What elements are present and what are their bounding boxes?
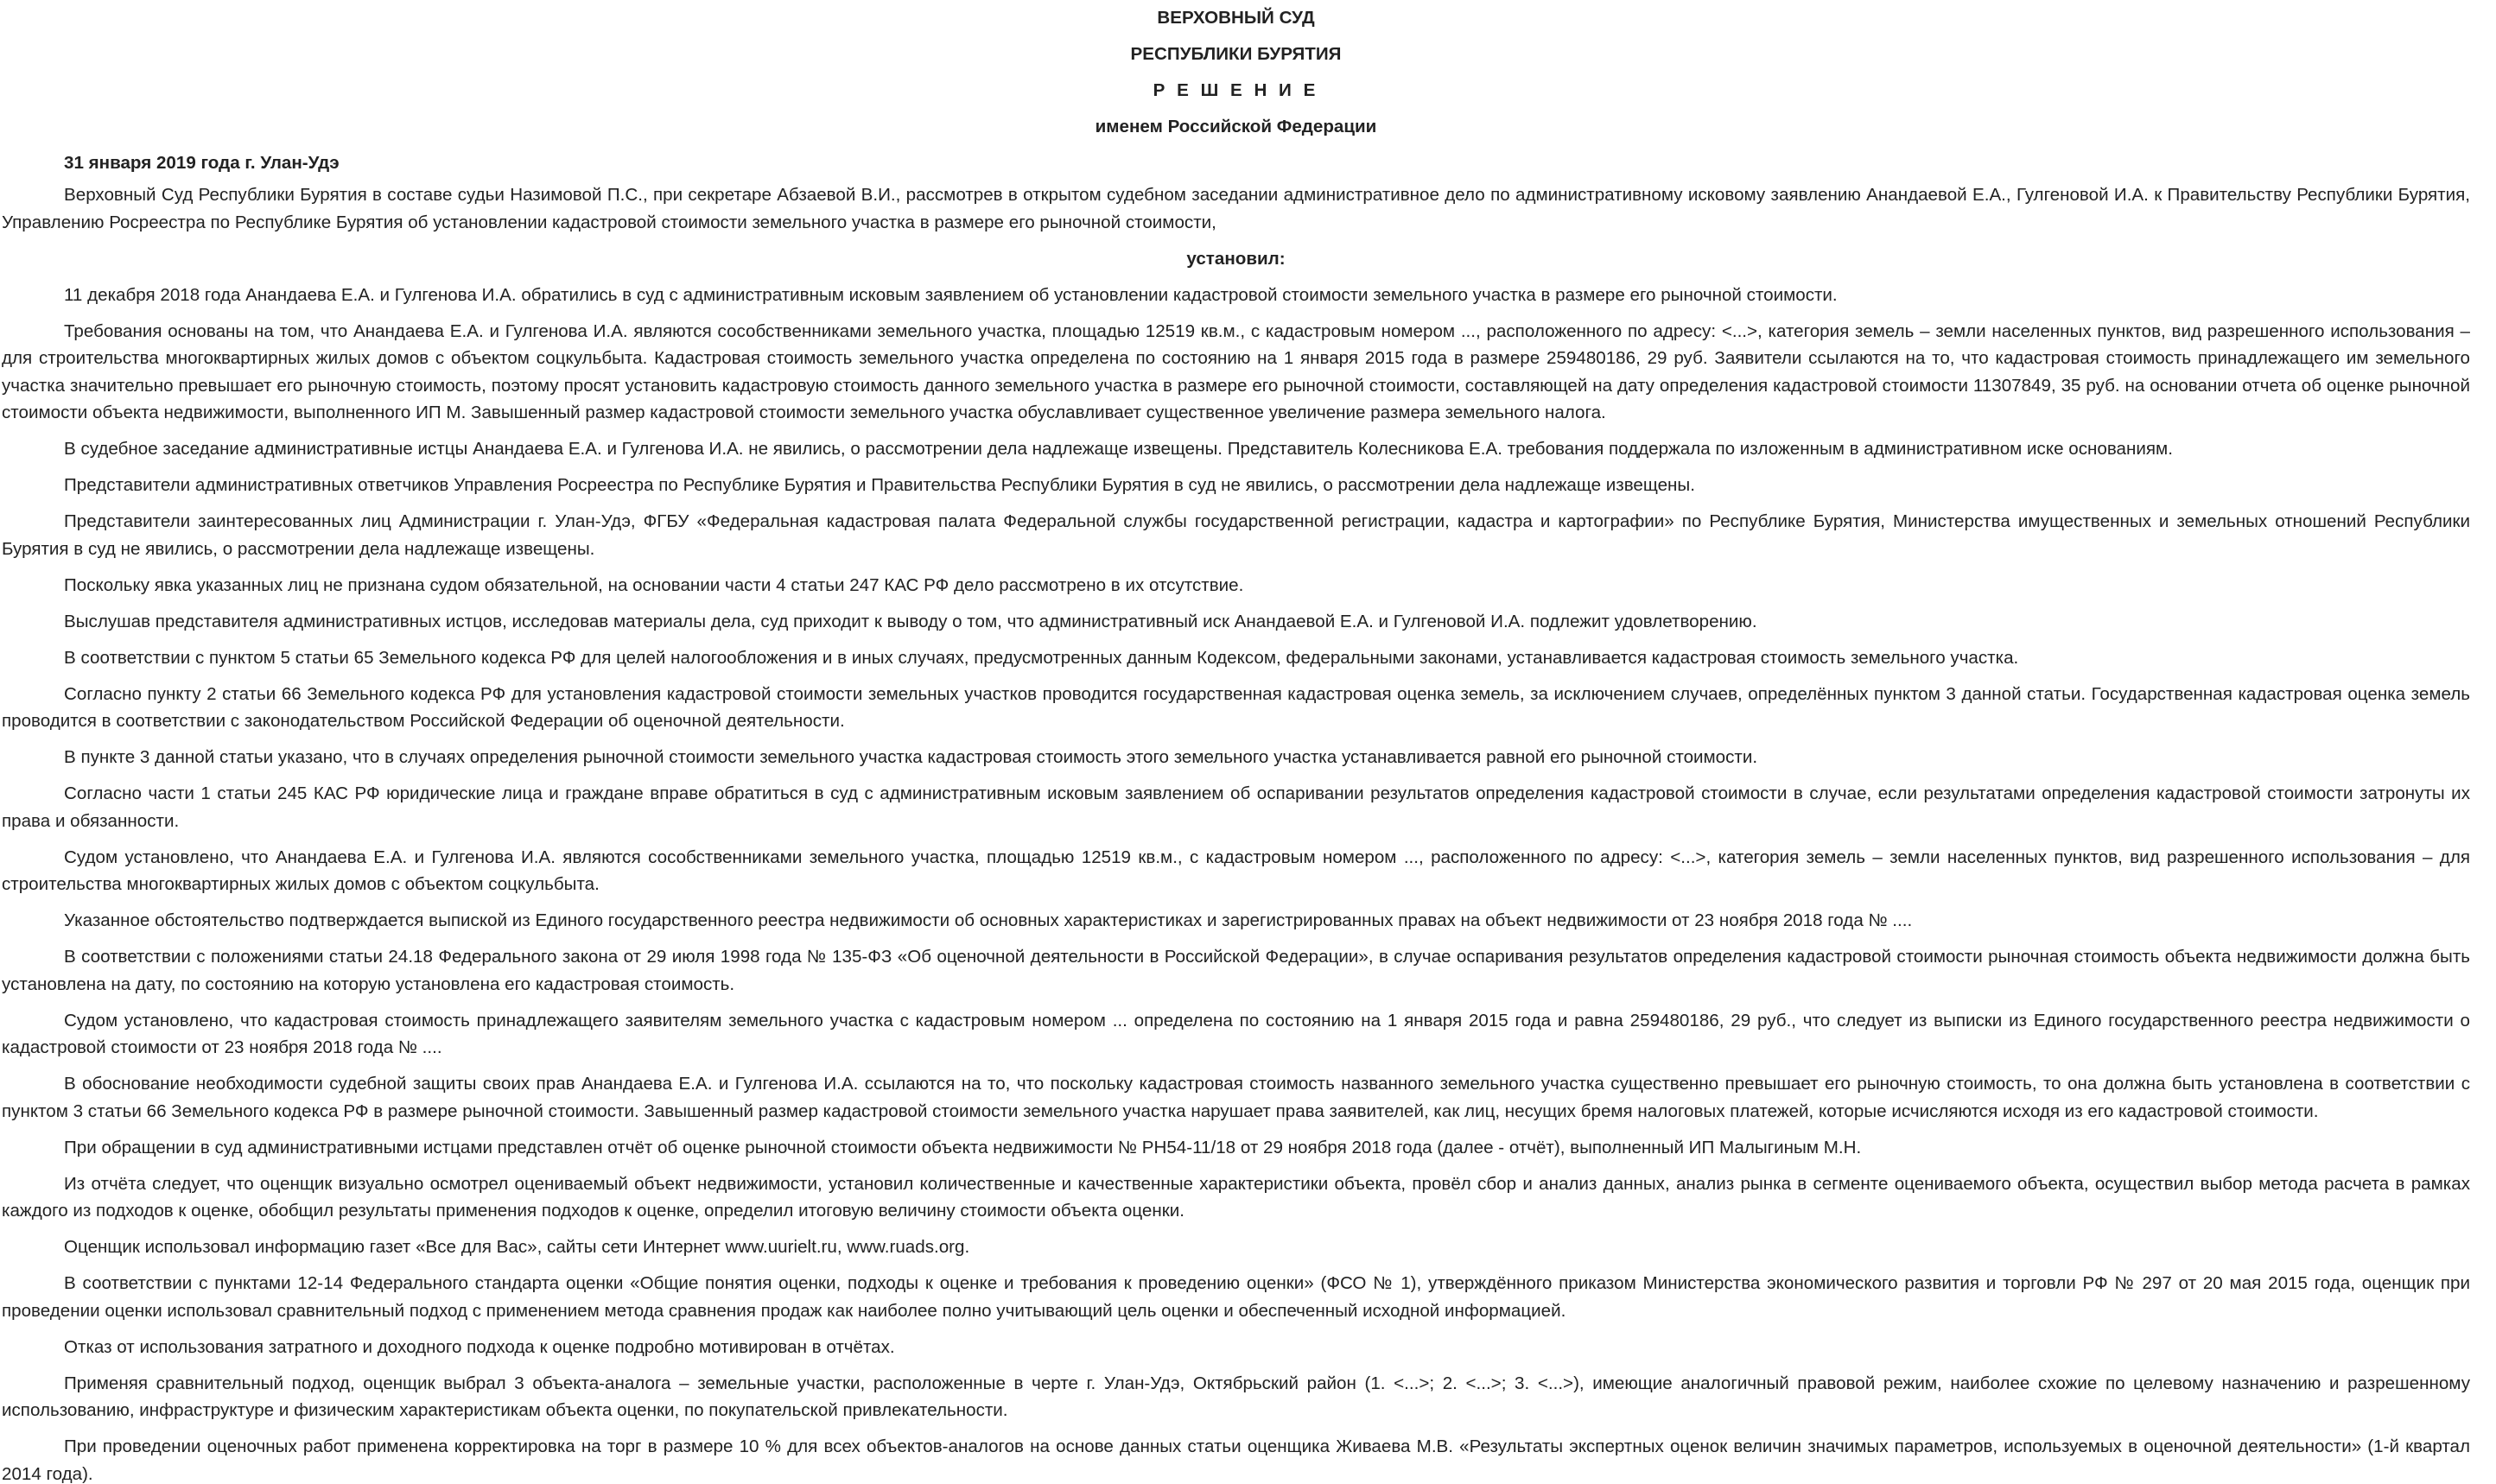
paragraph-21: Отказ от использования затратного и доходного подхода к оценке подробно мотивирован в отчётах.: [64, 1336, 895, 1357]
paragraph-5: Представители заинтересованных лиц Администрации г. Улан-Удэ, ФГБУ «Федеральная кадастровая палата Федеральной службы государственной регистрации, кадастра и картографии» по Республике Бурятия, Министерства имущественных и земельных отношений Республики Бурятия в суд не явились, о рассмотрении дела надлежаще извещены.: [2, 511, 2470, 559]
paragraph-22: Применяя сравнительный подход, оценщик выбрал 3 объекта-аналога – земельные участки, расположенные в черте г. Улан-Удэ, Октябрьский район (1. <...>; 2. <...>; 3. <...>), имеющие аналогичный правовой режим, наиболее схожие по целевому назначению и разрешенному использованию, инфраструктуре и физическим характеристикам объекта оценки, по покупательской привлекательности.: [2, 1373, 2470, 1420]
paragraph-7: Выслушав представителя административных истцов, исследовав материалы дела, суд приходит к выводу о том, что административный иск Анандаевой Е.А. и Гулгеновой И.А. подлежит удовлетворению.: [64, 611, 1757, 631]
paragraph-10: В пункте 3 данной статьи указано, что в случаях определения рыночной стоимости земельного участка кадастровая стоимость этого земельного участка устанавливается равной его рыночной стоимости.: [64, 747, 1758, 767]
paragraph-8: В соответствии с пунктом 5 статьи 65 Земельного кодекса РФ для целей налогообложения и в иных случаях, предусмотренных данным Кодексом, федеральными законами, устанавливается кадастровая стоимость земельного участка.: [64, 647, 2019, 668]
paragraph-19: Оценщик использовал информацию газет «Все для Вас», сайты сети Интернет www.uurielt.ru, www.ruads.org.: [64, 1237, 970, 1257]
paragraph-13: Указанное обстоятельство подтверждается выпиской из Единого государственного реестра недвижимости об основных характеристиках и зарегистрированных правах на объект недвижимости от 23 ноября 2018 года № ....: [64, 910, 1913, 930]
paragraph-12: Судом установлено, что Анандаева Е.А. и Гулгенова И.А. являются сособственниками земельного участка, площадью 12519 кв.м., с кадастровым номером ..., расположенного по адресу: <...>, категория земель – земли населенных пунктов, вид разрешенного использования – для строительства многоквартирных жилых домов с объектом соцкульбыта.: [2, 847, 2470, 894]
paragraph-23: При проведении оценочных работ применена корректировка на торг в размере 10 % для всех объектов-аналогов на основе данных статьи оценщика Живаева М.В. «Результаты экспертных оценок величин значимых параметров, используемых в оценочной деятельности» (1-й квартал 2014 года).: [2, 1436, 2470, 1484]
paragraph-2: Требования основаны на том, что Анандаева Е.А. и Гулгенова И.А. являются сособственниками земельного участка, площадью 12519 кв.м., с кадастровым номером ..., расположенного по адресу: <...>, категория земель – земли населенных пунктов, вид разрешенного использования – для строительства многоквартирных жилых домов с объектом соцкульбыта. Кадастровая стоимость земельного участка определена по состоянию на 1 января 2015 года в размере 259480186, 29 руб. Заявители ссылаются на то, что кадастровая стоимость принадлежащего им земельного участка значительно превышает его рыночную стоимость, поэтому просят установить кадастровую стоимость данного земельного участка в размере его рыночной стоимости, составляющей на дату определения кадастровой стоимости 11307849, 35 руб. на основании отчета об оценке рыночной стоимости объекта недвижимости, выполненного ИП М. Завышенный размер кадастровой стоимости земельного участка обуславливает существенное увеличение размера земельного налога.: [2, 320, 2470, 422]
document-type: Р Е Ш Е Н И Е: [1153, 80, 1319, 100]
established-heading: установил:: [1186, 248, 1286, 269]
paragraph-17: При обращении в суд административными истцами представлен отчёт об оценке рыночной стоимости объекта недвижимости № РН54-11/18 от 29 ноября 2018 года (далее - отчёт), выполненный ИП Малыгиным М.Н.: [64, 1137, 1862, 1157]
paragraph-1: 11 декабря 2018 года Анандаева Е.А. и Гулгенова И.А. обратились в суд с административным исковым заявлением об установлении кадастровой стоимости земельного участка в размере его рыночной стоимости.: [64, 284, 1838, 305]
paragraph-18: Из отчёта следует, что оценщик визуально осмотрел оцениваемый объект недвижимости, установил количественные и качественные характеристики объекта, провёл сбор и анализ данных, анализ рынка в сегменте оцениваемого объекта, осуществил выбор метода расчета в рамках каждого из подходов к оценке, обобщил результаты применения подходов к оценке, определил итоговую величину стоимости объекта оценки.: [2, 1173, 2470, 1221]
paragraph-4: Представители административных ответчиков Управления Росреестра по Республике Бурятия и Правительства Республики Бурятия в суд не явились, о рассмотрении дела надлежаще извещены.: [64, 475, 1695, 495]
paragraph-11: Согласно части 1 статьи 245 КАС РФ юридические лица и граждане вправе обратиться в суд с административным исковым заявлением об оспаривании результатов определения кадастровой стоимости в случае, если результатами определения кадастровой стоимости затронуты их права и обязанности.: [2, 783, 2470, 831]
date-place: 31 января 2019 года г. Улан-Удэ: [64, 153, 340, 173]
intro-paragraph: Верховный Суд Республики Бурятия в составе судьи Назимовой П.С., при секретаре Абзаевой В.И., рассмотрев в открытом судебном заседании административное дело по административному исковому заявлению Анандаевой Е.А., Гулгеновой И.А. к Правительству Республики Бурятия, Управлению Росреестра по Республике Бурятия об установлении кадастровой стоимости земельного участка в размере его рыночной стоимости,: [2, 185, 2470, 232]
paragraph-16: В обоснование необходимости судебной защиты своих прав Анандаева Е.А. и Гулгенова И.А. ссылаются на то, что поскольку кадастровая стоимость названного земельного участка существенно превышает его рыночную стоимость, то она должна быть установлена в соответствии с пунктом 3 статьи 66 Земельного кодекса РФ в размере рыночной стоимости. Завышенный размер кадастровой стоимости земельного участка нарушает права заявителей, как лиц, несущих бремя налоговых платежей, которые исчисляются исходя из его кадастровой стоимости.: [2, 1074, 2470, 1121]
paragraph-9: Согласно пункту 2 статьи 66 Земельного кодекса РФ для установления кадастровой стоимости земельных участков проводится государственная кадастровая оценка земель, за исключением случаев, определённых пунктом 3 данной статьи. Государственная кадастровая оценка земель проводится в соответствии с законодательством Российской Федерации об оценочной деятельности.: [2, 683, 2470, 731]
paragraph-15: Судом установлено, что кадастровая стоимость принадлежащего заявителям земельного участка с кадастровым номером ... определена по состоянию на 1 января 2015 года и равна 259480186, 29 руб., что следует из выписки из Единого государственного реестра недвижимости о кадастровой стоимости от 23 ноября 2018 года № ....: [2, 1010, 2470, 1057]
paragraph-20: В соответствии с пунктами 12-14 Федерального стандарта оценки «Общие понятия оценки, подходы к оценке и требования к проведению оценки» (ФСО № 1), утверждённого приказом Министерства экономического развития и торговли РФ № 297 от 20 мая 2015 года, оценщик при проведении оценки использовал сравнительный подход с применением метода сравнения продаж как наиболее полно учитывающий цель оценки и обеспеченный исходной информацией.: [2, 1273, 2470, 1321]
paragraph-3: В судебное заседание административные истцы Анандаева Е.А. и Гулгенова И.А. не явились, о рассмотрении дела надлежаще извещены. Представитель Колесникова Е.А. требования поддержала по изложенным в административном иске основаниям.: [64, 439, 2173, 459]
in-name-line: именем Российской Федерации: [1095, 117, 1377, 136]
paragraph-14: В соответствии с положениями статьи 24.18 Федерального закона от 29 июля 1998 года № 135-ФЗ «Об оценочной деятельности в Российской Федерации», в случае оспаривания результатов определения кадастровой стоимости рыночная стоимость объекта недвижимости должна быть установлена на дату, по состоянию на которую установлена его кадастровая стоимость.: [2, 947, 2470, 994]
paragraph-6: Поскольку явка указанных лиц не признана судом обязательной, на основании части 4 статьи 247 КАС РФ дело рассмотрено в их отсутствие.: [64, 574, 1244, 595]
court-name-line1: ВЕРХОВНЫЙ СУД: [1157, 8, 1315, 28]
court-name-line2: РЕСПУБЛИКИ БУРЯТИЯ: [1130, 44, 1342, 64]
